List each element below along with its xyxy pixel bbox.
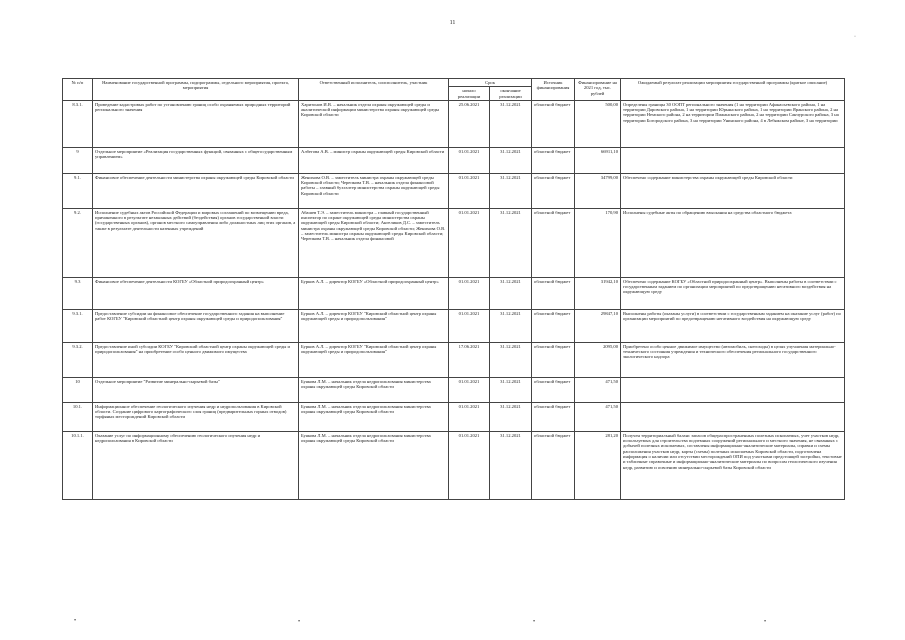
- row-end: 31.12.2021: [490, 147, 532, 173]
- row-executor: Харитонов И.В. – начальник отдела охраны окружающей среды и аналитической информации министерства охраны окружающей среды Кировской области: [299, 100, 449, 147]
- row-start: 01.01.2021: [449, 402, 490, 431]
- row-source: областной бюджет: [532, 431, 575, 499]
- row-source: областной бюджет: [532, 342, 575, 377]
- header-financing: Финансирование на 2021 год, тыс. рублей: [575, 79, 621, 101]
- row-name: Отдельное мероприятие "Развитие минерально-сырьевой базы": [93, 377, 299, 402]
- row-num: 8.3.1.: [63, 100, 93, 147]
- header-name: Наименование государственной программы, подпрограммы, отдельного мероприятия, проекта, мероприятия: [93, 79, 299, 101]
- table-row: [63, 100, 845, 147]
- header-source: Источник финансирования: [532, 79, 575, 101]
- row-end: 31.12.2021: [490, 342, 532, 377]
- row-start: 01.01.2021: [449, 147, 490, 173]
- table-row: [63, 147, 845, 173]
- row-name: Предоставление иной субсидии КОГБУ "Кировский областной центр охраны окружающей среды и природопользования" на приобретение особо ценного движимого имущества: [93, 342, 299, 377]
- row-num: 9.3: [63, 277, 93, 309]
- scan-speck: ·: [854, 34, 856, 40]
- row-start: 01.01.2021: [449, 277, 490, 309]
- row-num: 9.3.1.: [63, 309, 93, 342]
- page-number: 11: [449, 20, 456, 26]
- row-start: 01.01.2021: [449, 208, 490, 277]
- row-num: 9: [63, 147, 93, 173]
- row-result: [621, 402, 845, 431]
- row-result: [621, 377, 845, 402]
- row-result: Определены границы 30 ООПТ регионального значения (1 на территории Афанасьевского района, 1 на территории Даровского района, 1 на территории Юрьянского района, 1 на территории Яранского района, 2 на территории Немского района, 2 на территории Пижанского района, 2 на территории Санчурского района, 3 на территории Богородского района, 3 на территории Унинского района, 4 в Лебяжском районе, 3 на территории: [621, 100, 845, 147]
- table-row: [63, 277, 845, 309]
- table-row: [63, 342, 845, 377]
- scan-speck: •: [764, 619, 767, 625]
- row-source: областной бюджет: [532, 173, 575, 208]
- row-result: [621, 147, 845, 173]
- header-end: окончание реализации: [490, 87, 532, 101]
- row-amount: 31942,10: [575, 277, 621, 309]
- row-start: 01.01.2021: [449, 377, 490, 402]
- row-source: областной бюджет: [532, 309, 575, 342]
- row-source: областной бюджет: [532, 377, 575, 402]
- row-end: 31.12.2021: [490, 208, 532, 277]
- scan-speck: •: [74, 618, 77, 624]
- row-amount: 34799,00: [575, 173, 621, 208]
- row-source: областной бюджет: [532, 147, 575, 173]
- header-term: Срок: [449, 79, 532, 87]
- row-amount: 2095,00: [575, 342, 621, 377]
- row-name: Предоставление субсидии на финансовое обеспечение государственного задания на выполнение работ КОГБУ "Кировский областной центр охраны окружающей среды и природопользования": [93, 309, 299, 342]
- row-end: 31.12.2021: [490, 100, 532, 147]
- row-executor: Бурков А.Л. – директор КОГБУ «Областной природоохранный центр»: [299, 277, 449, 309]
- row-amount: 66911,10: [575, 147, 621, 173]
- row-executor: Абашев Т.Э. – заместитель министра – главный государственный инспектор по охране окружающей среды министерства охраны окружающей среды Кировской области; Ангеликов Д.С. – заместитель министра охраны окружающей среды Кировской области; Женихова О.В. – заместитель министра охраны окружающей среды Кировской области; Черепкова Т.В. – начальник отдела финансовой: [299, 208, 449, 277]
- row-num: 9.3.2.: [63, 342, 93, 377]
- row-amount: 471,50: [575, 402, 621, 431]
- row-amount: 29847,10: [575, 309, 621, 342]
- table-row: [63, 377, 845, 402]
- table-row: [63, 309, 845, 342]
- table-row: [63, 173, 845, 208]
- row-num: 10: [63, 377, 93, 402]
- row-amount: 500,00: [575, 100, 621, 147]
- header-num: № п/п: [63, 79, 93, 101]
- row-end: 31.12.2021: [490, 377, 532, 402]
- row-num: 9.2.: [63, 208, 93, 277]
- row-start: 01.01.2021: [449, 309, 490, 342]
- row-executor: Албегова А.В. – министр охраны окружающей среды Кировской области: [299, 147, 449, 173]
- row-name: Проведение кадастровых работ по установлению границ особо охраняемых природных территорий регионального значения: [93, 100, 299, 147]
- row-executor: Буякова Л.М. – начальник отдела недропользования министерства охраны окружающей среды Кировской области: [299, 431, 449, 499]
- row-source: областной бюджет: [532, 100, 575, 147]
- row-start: 17.06.2021: [449, 342, 490, 377]
- row-name: Информационное обеспечение геологического изучения недр и недропользования в Кировской области. Создание цифрового картографического слоя границ (предварительных горных отводов) торфяных месторождений Кировской области: [93, 402, 299, 431]
- row-amount: 281,20: [575, 431, 621, 499]
- row-end: 31.12.2021: [490, 309, 532, 342]
- row-result: Обеспечено содержание КОГБУ «Областной природоохранный центр». Выполнены работы в соответствии с государственным заданием по организации мероприятий по предотвращению негативного воздействия на окружающую среду: [621, 277, 845, 309]
- row-result: Получен территориальный баланс запасов общераспространенных полезных ископаемых, учет участков недр, используемых для строительства подземных сооружений регионального и местного значения, не связанных с добычей полезных ископаемых, составлены информационно-аналитические материалы, справки и схемы расположения участков недр, карты (схемы) полезных ископаемых Кировской области, подготовлена информация о наличии или отсутствии месторождений ОПИ под участками предстоящей застройки, текстовые и табличные справочные и информационно-аналитические материалы по вопросам геологического изучения недр, развитию и освоению минерально-сырьевой базы Кировской области: [621, 431, 845, 499]
- row-amount: 170,90: [575, 208, 621, 277]
- row-source: областной бюджет: [532, 277, 575, 309]
- row-end: 31.12.2021: [490, 277, 532, 309]
- header-start: начало реализации: [449, 87, 490, 101]
- row-start: 25.06.2021: [449, 100, 490, 147]
- row-end: 31.12.2021: [490, 431, 532, 499]
- header-executor: Ответственный исполнитель, соисполнитель, участник: [299, 79, 449, 101]
- row-name: Оказание услуг по информационному обеспечению геологического изучения недр и недропользования в Кировской области: [93, 431, 299, 499]
- table-row: [63, 402, 845, 431]
- table-row: [63, 431, 845, 499]
- row-executor: Женихова О.В. – заместитель министра охраны окружающей среды Кировской области; Черепкова Т.В. – начальник отдела финансовой работы – главный бухгалтер министерства охраны окружающей среды Кировской области: [299, 173, 449, 208]
- row-result: Исполнены судебные акты по обращению взыскания на средства областного бюджета: [621, 208, 845, 277]
- row-result: Обеспечено содержание министерства охраны окружающей среды Кировской области: [621, 173, 845, 208]
- scan-speck: •: [533, 619, 536, 625]
- row-executor: Буякова Л.М. – начальник отдела недропользования министерства охраны окружающей среды Кировской области: [299, 377, 449, 402]
- row-name: Финансовое обеспечение деятельности КОГБУ «Областной природоохранный центр»: [93, 277, 299, 309]
- row-result: Выполнены работы (оказаны услуги) в соответствии с государственным заданием на оказание услуг (работ) по организации мероприятий по предотвращению негативного воздействия на окружающую среду: [621, 309, 845, 342]
- row-start: 01.01.2021: [449, 173, 490, 208]
- row-name: Исполнение судебных актов Российской Федерации и мировых соглашений по возмещению вреда, причиненного в результате незаконных действий (бездействия) органов государственной власти (государственных органов), органов местного самоуправления либо должностных лиц этих органов, а также в результате деятельности казенных учреждений: [93, 208, 299, 277]
- row-end: 31.12.2021: [490, 173, 532, 208]
- row-source: областной бюджет: [532, 208, 575, 277]
- row-end: 31.12.2021: [490, 402, 532, 431]
- row-num: 10.1.1.: [63, 431, 93, 499]
- row-name: Отдельное мероприятие «Реализация государственных функций, связанных с общегосударственным управлением»: [93, 147, 299, 173]
- row-start: 01.01.2021: [449, 431, 490, 499]
- row-amount: 471,50: [575, 377, 621, 402]
- row-executor: Бурков А.Л. – директор КОГБУ "Кировский областной центр охраны окружающей среды и природопользования": [299, 309, 449, 342]
- header-result: Ожидаемый результат реализации мероприятия государственной программы (краткое описание): [621, 79, 845, 101]
- row-executor: Бурков А.Л. – директор КОГБУ "Кировский областной центр охраны окружающей среды и природопользования": [299, 342, 449, 377]
- row-result: Приобретено особо ценное движимое имущество (автомобиль, снегоходы) в целях улучшения материально-технического состояния учреждения и технического обеспечения регионального государственного экологического надзора: [621, 342, 845, 377]
- table-row: [63, 208, 845, 277]
- row-num: 10.1.: [63, 402, 93, 431]
- row-name: Финансовое обеспечение деятельности министерства охраны окружающей среды Кировской области: [93, 173, 299, 208]
- row-source: областной бюджет: [532, 402, 575, 431]
- program-table: [62, 78, 845, 500]
- scan-speck: •: [298, 619, 301, 625]
- row-num: 9.1.: [63, 173, 93, 208]
- header-row: [63, 79, 845, 87]
- row-executor: Буякова Л.М. – начальник отдела недропользования министерства охраны окружающей среды Кировской области: [299, 402, 449, 431]
